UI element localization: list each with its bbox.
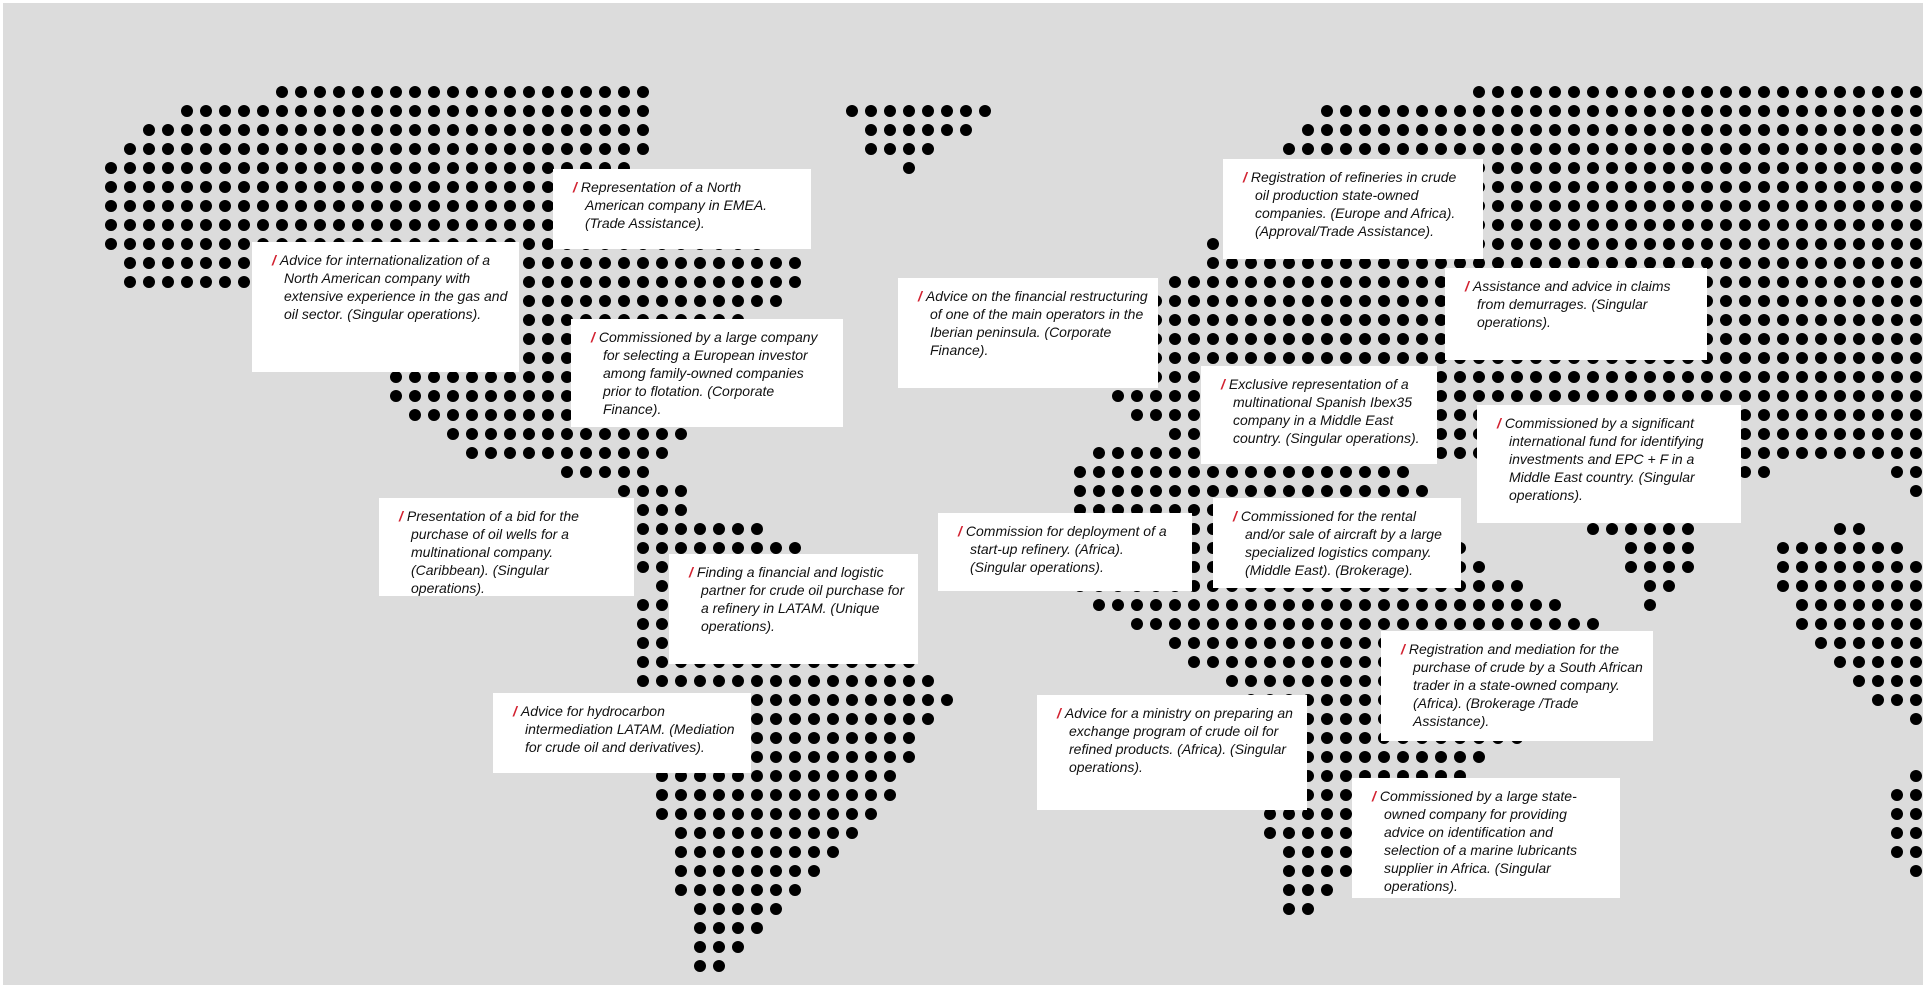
slash-marker: / (1401, 641, 1405, 657)
operation-text: Commission for deployment of a start-up refinery. (Africa). (Singular operations). (965, 523, 1167, 575)
slash-marker: / (918, 288, 922, 304)
slash-marker: / (1233, 508, 1237, 524)
operation-card-south-african-trader (1381, 631, 1653, 741)
operation-text: Advice for a ministry on preparing an exchange program of crude oil for refined products. (Africa). (Singular operations). (1064, 705, 1293, 775)
operation-text: Registration of refineries in crude oil production state-owned companies. (Europe and Africa). (Approval/Trade Assistance). (1250, 169, 1457, 239)
operation-card-na-emea-representation (553, 169, 811, 249)
operation-text: Advice for internationalization of a North American company with extensive experience in the gas and oil sector. (Singular operations). (279, 252, 508, 322)
operation-card-international-fund (1477, 405, 1741, 523)
operation-text: Advice for hydrocarbon intermediation LATAM. (Mediation for crude oil and derivatives). (520, 703, 735, 755)
operation-card-na-internationalization (252, 242, 519, 372)
operation-text: Assistance and advice in claims from demurrages. (Singular operations). (1472, 278, 1671, 330)
operation-text: Commissioned by a large company for selecting a European investor among family-owned companies prior to flotation. (Corporate Finance). (598, 329, 818, 417)
slash-marker: / (958, 523, 962, 539)
slash-marker: / (1497, 415, 1501, 431)
operation-text: Commissioned for the rental and/or sale of aircraft by a large specialized logistics company. (Middle East). (Brokerage). (1240, 508, 1442, 578)
operation-text: Representation of a North American company in EMEA. (Trade Assistance). (580, 179, 768, 231)
slash-marker: / (399, 508, 403, 524)
operation-card-latam-hydrocarbon (493, 693, 751, 773)
operation-text: Exclusive representation of a multinational Spanish Ibex35 company in a Middle East country. (Singular operations). (1228, 376, 1420, 446)
slash-marker: / (513, 703, 517, 719)
operation-card-marine-lubricants (1352, 778, 1620, 898)
slash-marker: / (1057, 705, 1061, 721)
operation-card-ministry-exchange (1037, 695, 1307, 810)
operation-card-oil-wells-bid (379, 498, 634, 596)
slash-marker: / (591, 329, 595, 345)
operation-card-european-investor (571, 319, 843, 427)
operation-card-iberian-restructuring (898, 278, 1158, 388)
operation-card-ibex35-representation (1201, 366, 1437, 464)
operation-text: Presentation of a bid for the purchase of oil wells for a multinational company. (Caribbean). (Singular operations). (406, 508, 579, 596)
slash-marker: / (1372, 788, 1376, 804)
operation-text: Commissioned by a significant international fund for identifying investments and EPC + F in a Middle East country. (Singular operations). (1504, 415, 1704, 503)
operation-text: Commissioned by a large state-owned company for providing advice on identification and selection of a marine lubricants supplier in Africa. (Singular operations). (1379, 788, 1577, 894)
operation-text: Finding a financial and logistic partner for crude oil purchase for a refinery in LATAM. (Unique operations). (696, 564, 905, 634)
operation-text: Advice on the financial restructuring of one of the main operators in the Iberian peninsula. (Corporate Finance). (925, 288, 1148, 358)
world-dot-map (3, 3, 1923, 985)
slash-marker: / (689, 564, 693, 580)
operation-card-refinery-registration (1223, 159, 1483, 259)
operation-card-latam-partner (669, 554, 918, 664)
slash-marker: / (272, 252, 276, 268)
slash-marker: / (1243, 169, 1247, 185)
slash-marker: / (1221, 376, 1225, 392)
operation-card-startup-refinery (938, 513, 1192, 591)
operation-card-aircraft-rental (1213, 498, 1461, 588)
operation-card-demurrages (1445, 268, 1707, 360)
operation-text: Registration and mediation for the purchase of crude by a South African trader in a state-owned company. (Africa). (Brokerage /Trade Assistance). (1408, 641, 1643, 729)
slash-marker: / (1465, 278, 1469, 294)
slash-marker: / (573, 179, 577, 195)
